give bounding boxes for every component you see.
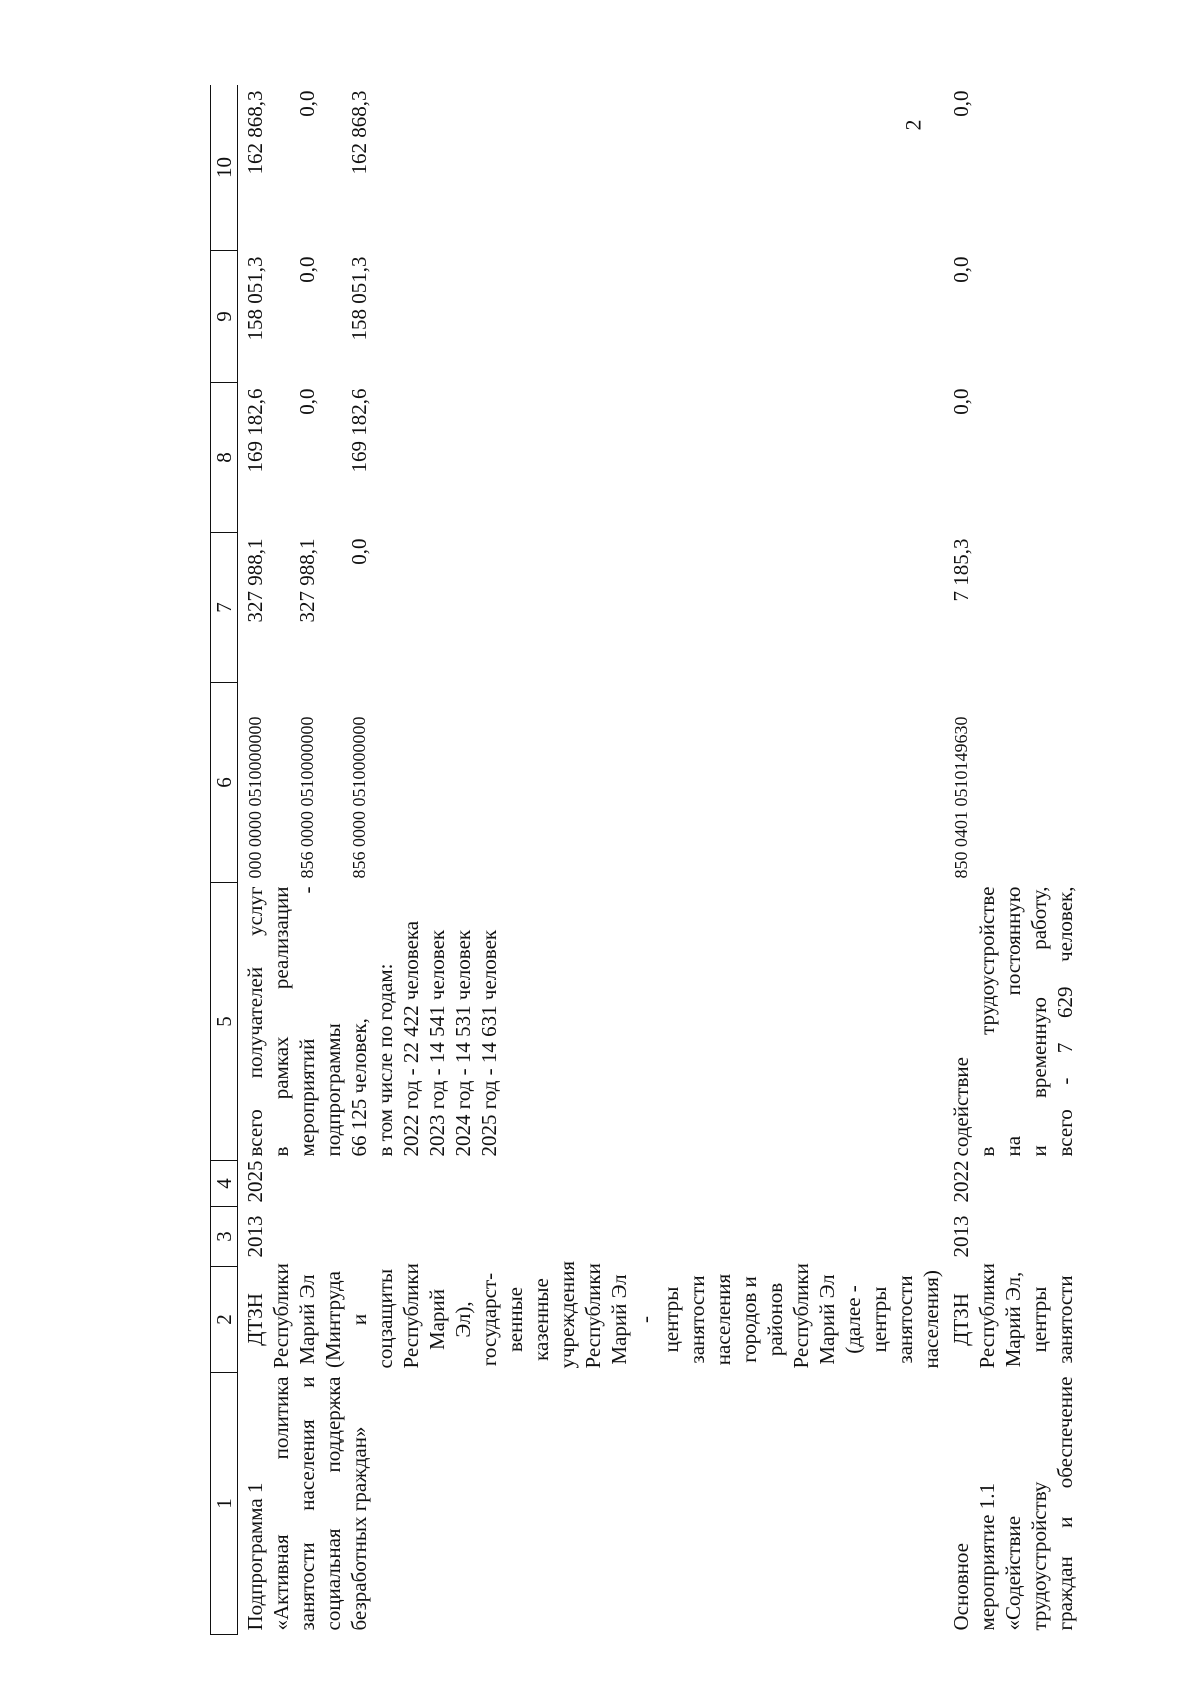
cell-line: 856 0000 0510000000 xyxy=(297,716,317,879)
cell-line: «Содействие xyxy=(1001,1515,1025,1631)
cell-line: безработных граждан» xyxy=(347,1426,371,1631)
amount-col9-cell xyxy=(944,251,1078,383)
col-header-6: 6 xyxy=(211,683,238,883)
cell-line: и соцзащиты xyxy=(347,1268,397,1369)
cell-line: 2023 год - 14 541 человек xyxy=(425,929,449,1157)
rotated-table-container xyxy=(210,85,1195,1635)
budget-code-cell xyxy=(944,683,1078,883)
cell-line: городов и xyxy=(737,1276,761,1363)
amount-col9-cell xyxy=(238,251,945,383)
cell-line: 66 125 человек, xyxy=(347,1018,371,1157)
program-table xyxy=(210,85,1078,1635)
cell-line: (далее - xyxy=(841,1285,865,1354)
cell-line: 169 182,6 xyxy=(243,388,267,473)
executor-cell xyxy=(238,1260,945,1373)
cell-line: 162 868,3 xyxy=(243,90,267,175)
cell-line: Марий Эл, xyxy=(1001,1271,1025,1368)
col-header-8: 8 xyxy=(211,383,238,533)
cell-line: центры xyxy=(659,1286,683,1353)
cell-line: центры xyxy=(867,1286,891,1353)
cell-line: 2022 год - 22 422 человека xyxy=(399,920,423,1157)
col-header-2: 2 xyxy=(211,1267,238,1373)
page-number: 2 xyxy=(900,119,926,131)
cell-line: в том числе по годам: xyxy=(373,963,397,1157)
cell-line: 327 988,1 xyxy=(243,538,267,623)
cell-line: Республики xyxy=(581,1263,605,1369)
cell-line: трудоустройству xyxy=(1027,1481,1051,1631)
cell-line: населения xyxy=(711,1273,735,1366)
col-header-4: 4 xyxy=(211,1161,238,1207)
cell-line: в трудоустройстве xyxy=(975,886,999,1157)
table-rotator xyxy=(210,85,1195,1635)
cell-line: подпрограммы xyxy=(321,1023,345,1157)
col-header-1: 1 xyxy=(211,1373,238,1635)
cell-line: 850 0401 0510149630 xyxy=(951,716,971,879)
cell-line: 000 0000 0510000000 xyxy=(245,716,265,879)
result-description-cell xyxy=(944,883,1078,1161)
cell-line: занятости xyxy=(893,1275,917,1364)
col-header-5: 5 xyxy=(211,883,238,1161)
cell-line: Республики xyxy=(399,1263,423,1369)
cell-line: ДТЗН xyxy=(243,1293,267,1346)
cell-line: казенные xyxy=(529,1278,553,1361)
result-description-cell xyxy=(238,883,945,1161)
column-number-row xyxy=(211,85,238,1635)
cell-line: содействие xyxy=(949,1057,973,1157)
cell-line: центры xyxy=(1027,1286,1051,1353)
col-header-7: 7 xyxy=(211,533,238,683)
cell-line: всего - 7 629 человек, xyxy=(1053,886,1077,1157)
cell-line: 0,0 xyxy=(347,538,371,565)
cell-line: «Активная политика xyxy=(269,1376,293,1631)
cell-line: 327 988,1 xyxy=(295,538,319,623)
col-header-10: 10 xyxy=(211,85,238,251)
cell-line: Марий Эл - xyxy=(607,1274,657,1365)
cell-line: занятости xyxy=(1053,1275,1077,1364)
executor-cell xyxy=(944,1263,1078,1373)
cell-line: занятости xyxy=(685,1275,709,1364)
cell-line: 856 0000 0510000000 xyxy=(349,716,369,879)
cell-line: 0,0 xyxy=(295,90,319,117)
cell-line: Республики xyxy=(789,1263,813,1369)
start-year-cell: 2013 xyxy=(243,1215,267,1258)
amount-col7-cell xyxy=(238,533,945,683)
cell-line: районов xyxy=(763,1282,787,1357)
cell-line: Марий Эл xyxy=(295,1274,319,1365)
cell-line: 0,0 xyxy=(949,90,973,117)
cell-line: Марий Эл xyxy=(815,1274,839,1365)
budget-code-cell xyxy=(238,683,945,883)
table-row xyxy=(238,85,945,1635)
col-header-9: 9 xyxy=(211,251,238,383)
cell-line: 0,0 xyxy=(295,256,319,283)
cell-line: на постоянную xyxy=(1001,886,1025,1157)
cell-line: учреждения xyxy=(555,1260,579,1369)
cell-line: 2024 год - 14 531 человек xyxy=(451,929,475,1157)
cell-line: 158 051,3 xyxy=(347,256,371,341)
col-header-3: 3 xyxy=(211,1207,238,1267)
end-year-cell: 2025 xyxy=(243,1160,267,1203)
end-year-cell: 2022 xyxy=(949,1160,973,1203)
cell-line: всего получателей услуг xyxy=(243,886,267,1157)
cell-line: мероприятий - xyxy=(295,886,319,1157)
cell-line: (Минтруда xyxy=(321,1271,345,1368)
cell-line: ДТЗН xyxy=(949,1293,973,1346)
cell-line: государст- xyxy=(477,1272,501,1367)
table-row xyxy=(944,85,1078,1635)
cell-line: занятости населения и xyxy=(295,1376,319,1631)
cell-line: и временную работу, xyxy=(1027,886,1051,1157)
cell-line: граждан и обеспечение xyxy=(1053,1376,1077,1631)
cell-line: 158 051,3 xyxy=(243,256,267,341)
amount-col8-cell xyxy=(238,383,945,533)
cell-line: 169 182,6 xyxy=(347,388,371,473)
cell-line: Марий Эл), xyxy=(425,1289,475,1350)
cell-line: 0,0 xyxy=(949,256,973,283)
amount-col10-cell xyxy=(238,85,945,251)
cell-line: 0,0 xyxy=(949,388,973,415)
start-year-cell: 2013 xyxy=(949,1215,973,1258)
cell-line: населения) xyxy=(919,1270,943,1369)
subprogram-name-cell xyxy=(238,1373,945,1635)
measure-name-cell xyxy=(944,1373,1078,1635)
amount-col7-cell xyxy=(944,533,1078,683)
cell-line: Республики xyxy=(269,1263,293,1369)
amount-col8-cell xyxy=(944,383,1078,533)
cell-line: в рамках реализации xyxy=(269,886,293,1157)
cell-line: Республики xyxy=(975,1263,999,1369)
amount-col10-cell xyxy=(944,85,1078,251)
cell-line: мероприятие 1.1 xyxy=(975,1483,999,1631)
cell-line: 2025 год - 14 631 человек xyxy=(477,929,501,1157)
cell-line: венные xyxy=(503,1286,527,1353)
cell-line: 0,0 xyxy=(295,388,319,415)
cell-line: Основное xyxy=(949,1543,973,1631)
cell-line: Подпрограмма 1 xyxy=(243,1482,267,1631)
cell-line: социальная поддержка xyxy=(321,1376,345,1631)
cell-line: 7 185,3 xyxy=(949,538,973,602)
cell-line: 162 868,3 xyxy=(347,90,371,175)
